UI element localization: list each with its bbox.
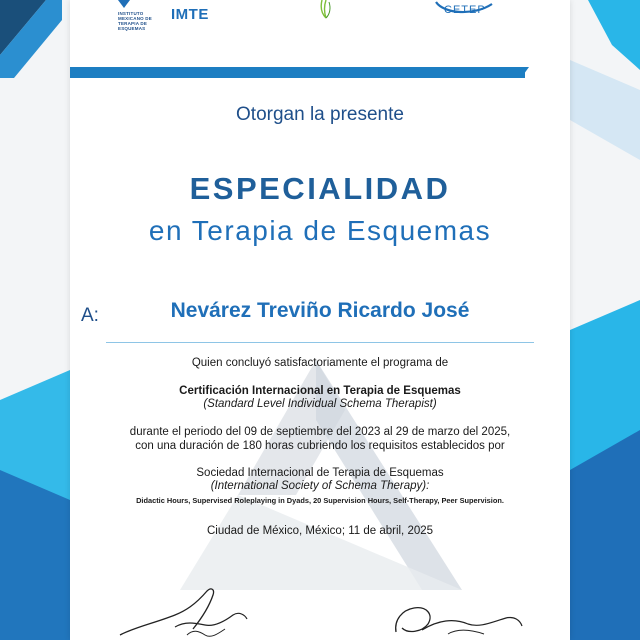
completed-line: Quien concluyó satisfactoriamente el programa de — [191, 357, 449, 369]
imte-logo-icon — [118, 0, 130, 8]
recipient-prefix: A: — [81, 305, 99, 326]
name-underline — [106, 342, 534, 343]
society-spanish: Sociedad Internacional de Terapia de Esquemas — [196, 467, 444, 479]
leaf-logo-icon — [316, 0, 336, 20]
right-cyan-top-shape — [588, 0, 640, 70]
certificate-subtitle: en Terapia de Esquemas — [148, 215, 492, 246]
signature-left — [115, 585, 255, 640]
program-level: (Standard Level Individual Schema Therapist) — [203, 398, 437, 410]
intro-text: Otorgan la presente — [236, 104, 404, 125]
duration-line: con una duración de 180 horas cubriendo los requisitos establecidos por — [135, 440, 505, 452]
header-stripe-tip — [521, 67, 529, 78]
period-line: durante el periodo del 09 de septiembre del 2023 al 29 de marzo del 2025, — [129, 426, 511, 438]
imte-brand: IMTE — [171, 6, 209, 23]
left-blue-shape — [0, 470, 70, 640]
certificate-title: ESPECIALIDAD — [189, 171, 451, 206]
signature-right — [388, 600, 528, 640]
recipient-name: Nevárez Treviño Ricardo José — [170, 299, 470, 322]
place-date: Ciudad de México, México; 11 de abril, 2025 — [206, 525, 434, 537]
right-light-shape — [570, 60, 640, 160]
header-stripe — [70, 67, 525, 78]
program-name: Certificación Internacional en Terapia de Esquemas — [179, 385, 461, 397]
imte-small-text: INSTITUTO MEXICANO DE TERAPIA DE ESQUEMAS — [118, 11, 152, 31]
society-english: (International Society of Schema Therapy): — [210, 480, 430, 492]
requirements-line: Didactic Hours, Supervised Roleplaying in Dyads, 20 Supervision Hours, Self-Therapy, Peer Supervision. — [136, 496, 504, 505]
cetep-brand: CETEP — [444, 4, 486, 16]
certificate-paper — [70, 0, 570, 640]
